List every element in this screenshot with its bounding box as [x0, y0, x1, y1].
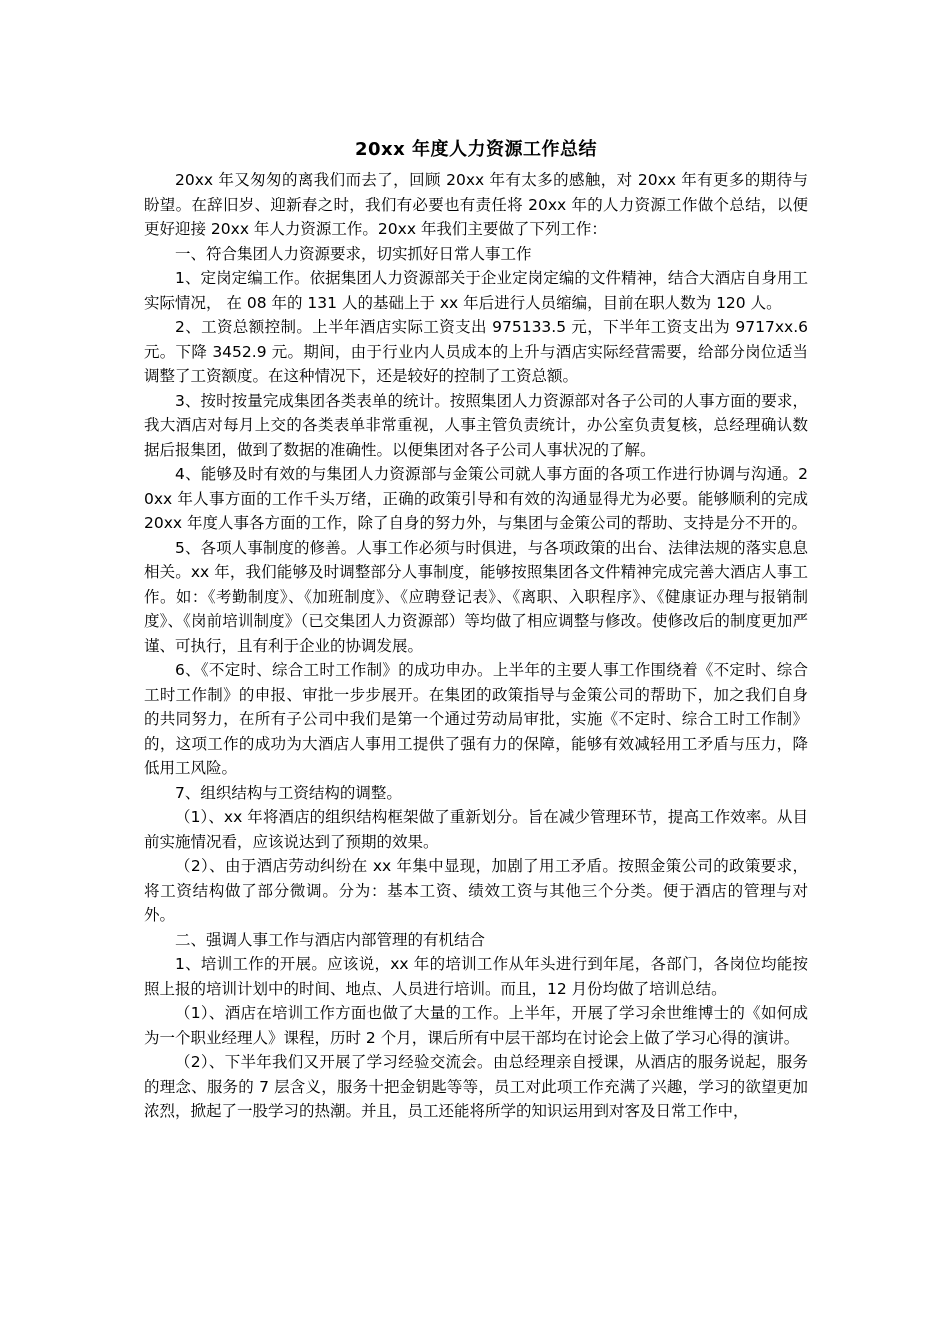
paragraph-item-7: 7、组织结构与工资结构的调整。	[175, 783, 402, 802]
paragraph-item-7-sub-1: （1）、xx 年将酒店的组织结构框架做了重新划分。旨在减少管理环节，提高工作效率。从目前实施情况看，应该说达到了预期的效果。	[144, 808, 808, 851]
paragraph-section-2-heading: 二、强调人事工作与酒店内部管理的有机结合	[175, 930, 486, 949]
document-title: 20xx 年度人力资源工作总结	[354, 139, 598, 160]
paragraph-section-1-heading: 一、符合集团人力资源要求，切实抓好日常人事工作	[175, 244, 532, 263]
paragraph-training-1: 1、培训工作的开展。应该说，xx 年的培训工作从年头进行到年尾，各部门，各岗位均能按照上报的培训计划中的时间、地点、人员进行培训。而且，12 月份均做了培训总结。	[144, 955, 808, 998]
paragraph-item-4: 4、能够及时有效的与集团人力资源部与金策公司就人事方面的各项工作进行协调与沟通。20xx 年人事方面的工作千头万绪，正确的政策引导和有效的沟通显得尤为必要。能够顺利的完成 20xx 年度人事各方面的工作，除了自身的努力外，与集团与金策公司的帮助、支持是分不开的。	[144, 465, 808, 532]
paragraph-item-3: 3、按时按量完成集团各类表单的统计。按照集团人力资源部对各子公司的人事方面的要求，我大酒店对每月上交的各类表单非常重视，人事主管负责统计，办公室负责复核，总经理确认数据后报集团，做到了数据的准确性。以便集团对各子公司人事状况的了解。	[144, 391, 808, 459]
paragraph-training-sub-2: （2）、下半年我们又开展了学习经验交流会。由总经理亲自授课，从酒店的服务说起，服务的理念、服务的 7 层含义，服务十把金钥匙等等，员工对此项工作充满了兴趣，学习的欲望更加浓烈，掀起了一股学习的热潮。并且，员工还能将所学的知识运用到对客及日常工作中，	[144, 1053, 808, 1120]
paragraph-training-sub-1: （1）、酒店在培训工作方面也做了大量的工作。上半年，开展了学习余世维博士的《如何成为一个职业经理人》课程，历时 2 个月，课后所有中层干部均在讨论会上做了学习心得的演讲。	[144, 1004, 808, 1047]
paragraph-item-6: 6、《不定时、综合工时工作制》的成功申办。上半年的主要人事工作围绕着《不定时、综合工时工作制》的申报、审批一步步展开。在集团的政策指导与金策公司的帮助下，加之我们自身的共同努力，在所有子公司中我们是第一个通过劳动局审批，实施《不定时、综合工时工作制》的，这项工作的成功为大酒店人事用工提供了强有力的保障，能够有效减轻用工矛盾与压力，降低用工风险。	[144, 661, 808, 777]
document-page	[144, 134, 808, 1124]
paragraph-item-7-sub-2: （2）、由于酒店劳动纠纷在 xx 年集中显现，加剧了用工矛盾。按照金策公司的政策要求，将工资结构做了部分微调。分为：基本工资、绩效工资与其他三个分类。便于酒店的管理与对外。	[144, 857, 808, 924]
paragraph-item-1: 1、定岗定编工作。依据集团人力资源部关于企业定岗定编的文件精神，结合大酒店自身用工实际情况， 在 08 年的 131 人的基础上于 xx 年后进行人员缩编，目前在职人数为 120 人。	[144, 269, 808, 312]
paragraph-item-5: 5、各项人事制度的修善。人事工作必须与时俱进，与各项政策的出台、法律法规的落实息息相关。xx 年，我们能够及时调整部分人事制度，能够按照集团各文件精神完成完善大酒店人事工作。如：《考勤制度》、《加班制度》、《应聘登记表》、《离职、入职程序》、《健康证办理与报销制度》、《岗前培训制度》（已交集团人力资源部）等均做了相应调整与修改。使修改后的制度更加严谨、可执行，且有利于企业的协调发展。	[144, 538, 808, 655]
paragraph-item-2: 2、工资总额控制。上半年酒店实际工资支出 975133.5 元，下半年工资支出为 9717xx.6 元。下降 3452.9 元。期间，由于行业内人员成本的上升与酒店实际经营需要，给部分岗位适当调整了工资额度。在这种情况下，还是较好的控制了工资总额。	[144, 318, 808, 385]
paragraph-intro: 20xx 年又匆匆的离我们而去了，回顾 20xx 年有太多的感触，对 20xx 年有更多的期待与盼望。在辞旧岁、迎新春之时，我们有必要也有责任将 20xx 年的人力资源工作做个总结，以便更好迎接 20xx 年人力资源工作。20xx 年我们主要做了下列工作：	[144, 171, 808, 238]
